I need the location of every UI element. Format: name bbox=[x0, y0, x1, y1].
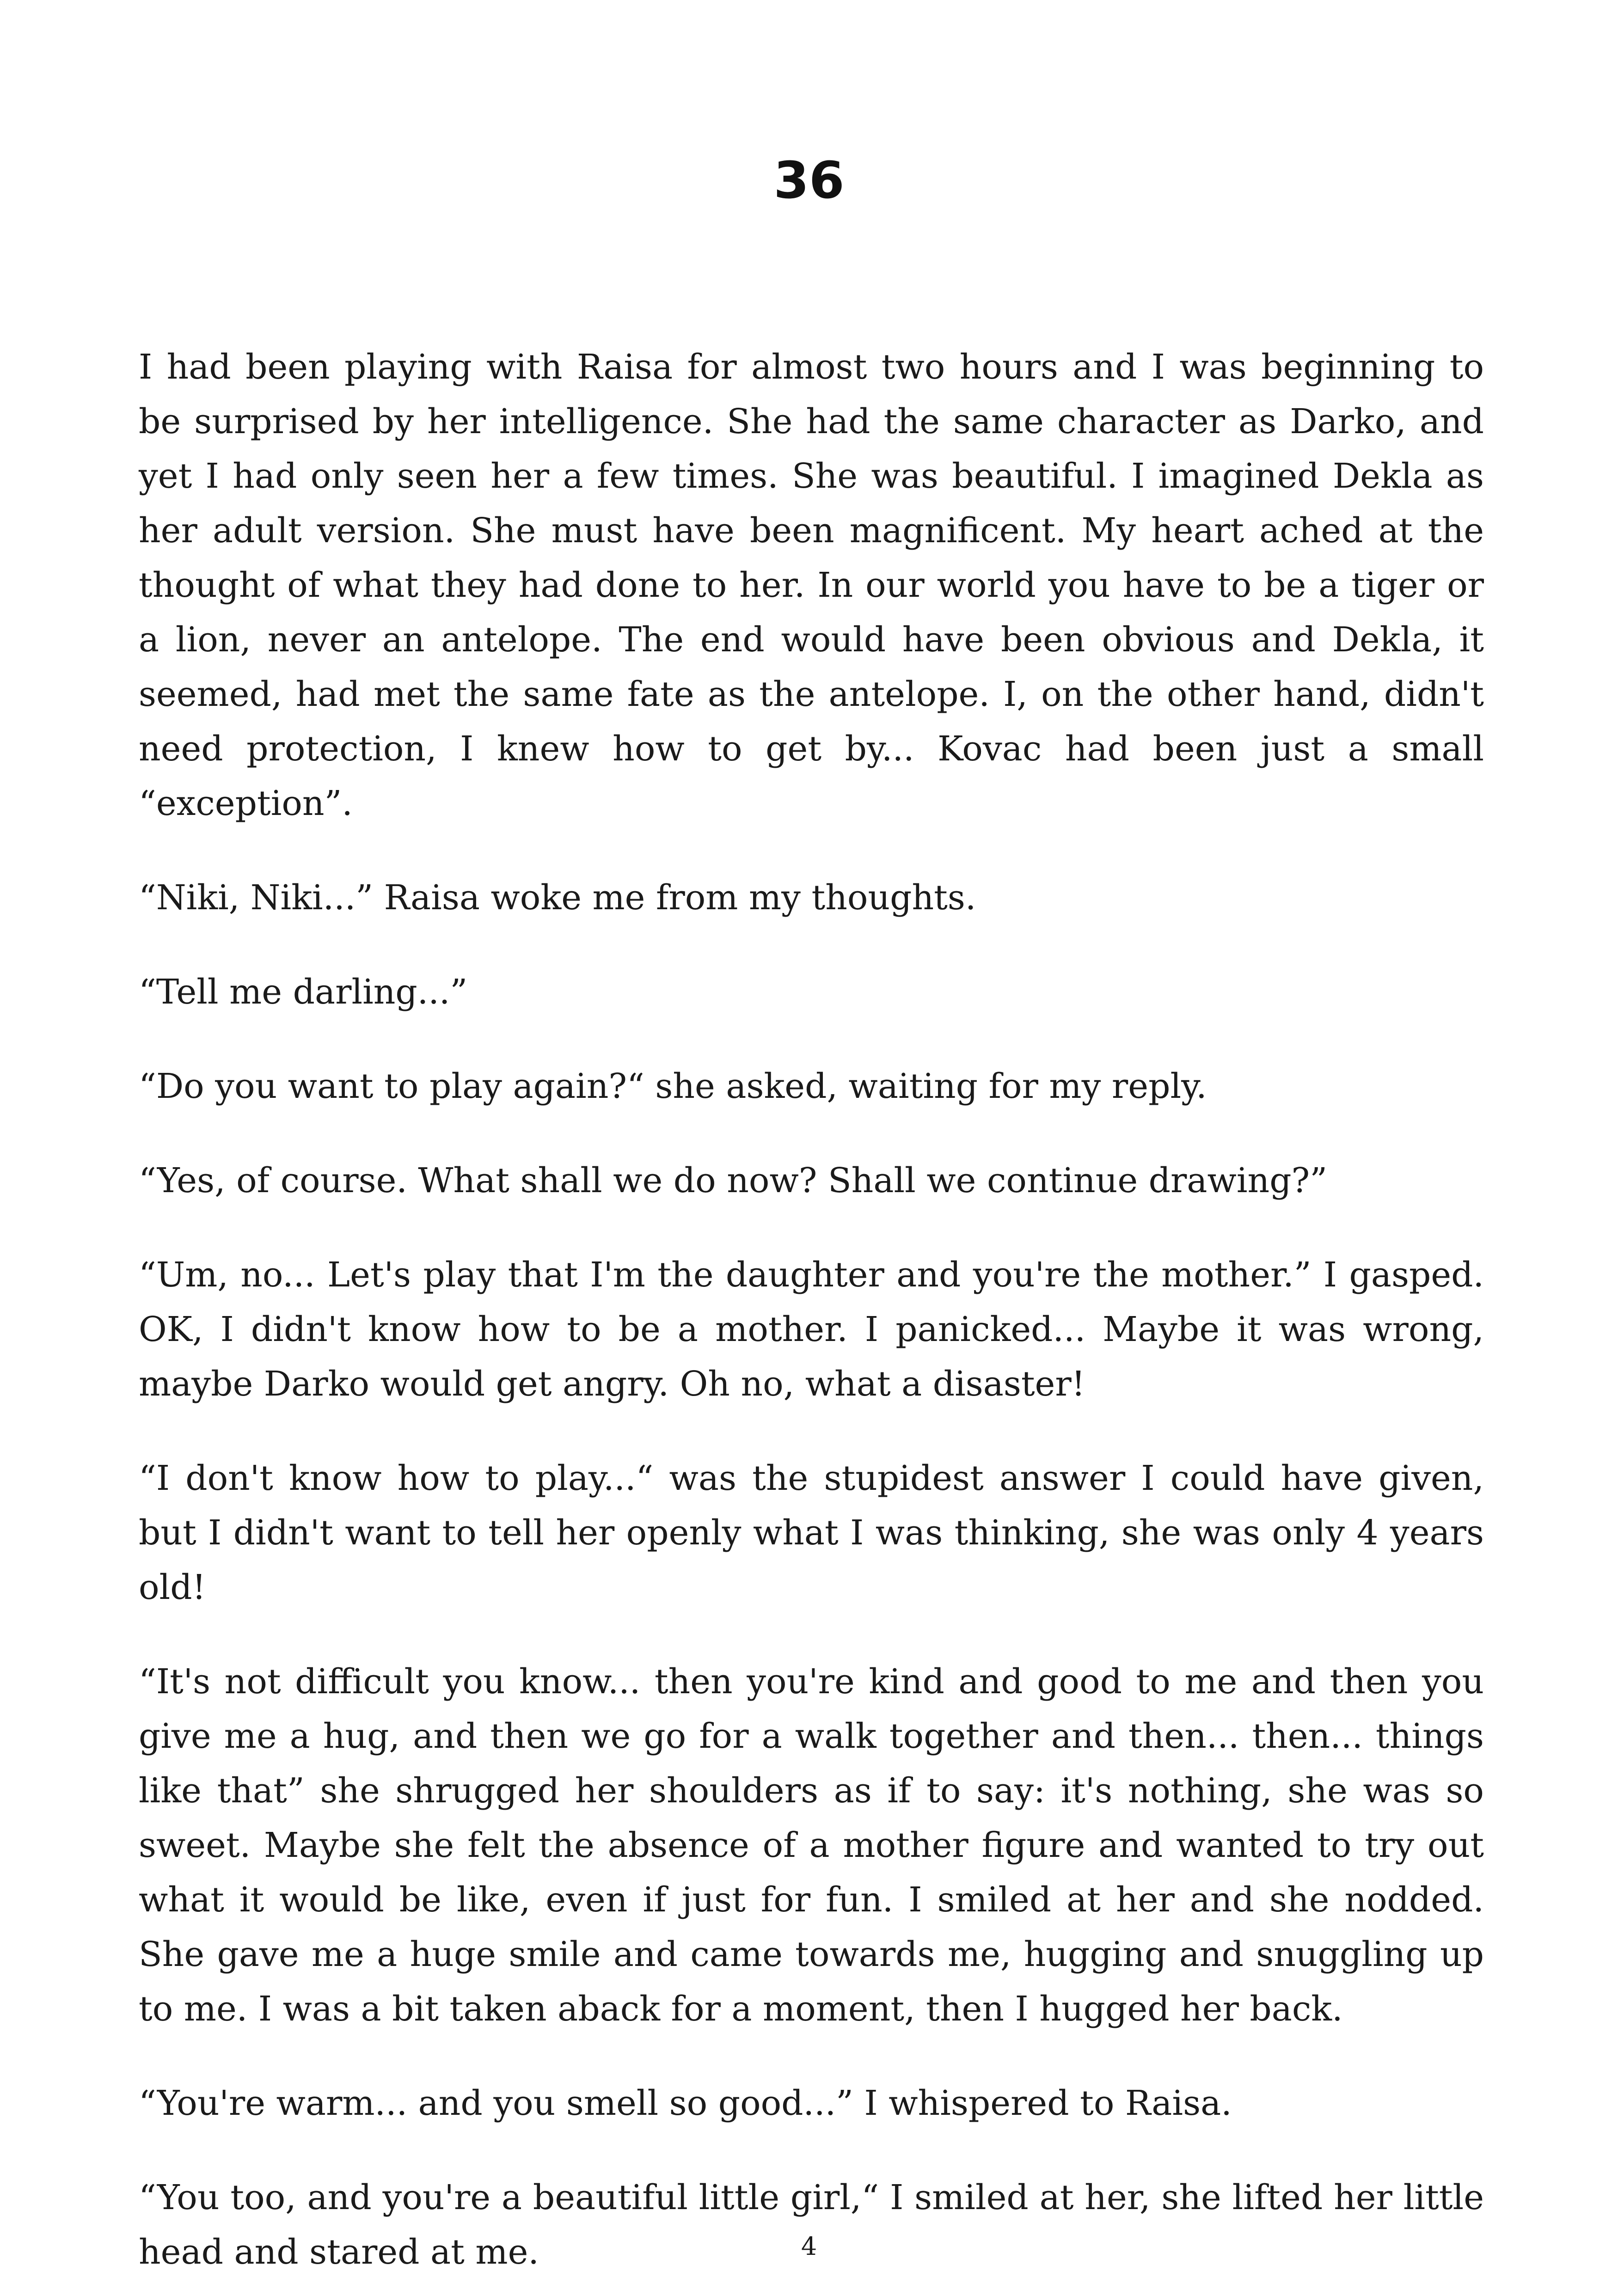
paragraph: I had been playing with Raisa for almost two hours and I was beginning to be surprised by her intelligence. She had the same character as Darko, and yet I had only seen her a few times. She was beautiful. I imagined Dekla as her adult version. She must have been magnificent. My heart ached at the thought of what they had done to her. In our world you have to be a tiger or a lion, never an antelope. The end would have been obvious and Dekla, it seemed, had met the same fate as the antelope. I, on the other hand, didn't need protection, I knew how to get by... Kovac had been just a small “exception”. bbox=[139, 347, 1484, 823]
paragraph: “Niki, Niki...” Raisa woke me from my thoughts. bbox=[139, 878, 976, 918]
paragraph: “You're warm... and you smell so good...” I whispered to Raisa. bbox=[139, 2083, 1232, 2123]
paragraph: “Tell me darling...” bbox=[139, 972, 468, 1012]
paragraph: “Um, no... Let's play that I'm the daughter and you're the mother.” I gasped. OK, I didn't know how to be a mother. I panicked... Maybe it was wrong, maybe Darko would get angry. Oh no, what a disaster! bbox=[139, 1255, 1484, 1404]
paragraph: “It's not difficult you know... then you're kind and good to me and then you give me a hug, and then we go for a walk together and then... then... things like that” she shrugged her shoulders as if to say: it's nothing, she was so sweet. Maybe she felt the absence of a mother figure and wanted to try out what it would be like, even if just for fun. I smiled at her and she nodded. She gave me a huge smile and came towards me, hugging and snuggling up to me. I was a bit taken aback for a moment, then I hugged her back. bbox=[139, 1662, 1484, 2029]
paragraph: “Do you want to play again?“ she asked, waiting for my reply. bbox=[139, 1066, 1207, 1106]
paragraph: “Yes, of course. What shall we do now? Shall we continue drawing?” bbox=[139, 1161, 1328, 1200]
paragraph: “You too, and you're a beautiful little girl,“ I smiled at her, she lifted her little head and stared at me. bbox=[139, 2178, 1484, 2272]
chapter-body bbox=[139, 340, 1484, 2279]
page-number: 4 bbox=[801, 2232, 817, 2261]
paragraph: “I don't know how to play...“ was the stupidest answer I could have given, but I didn't want to tell her openly what I was thinking, she was only 4 years old! bbox=[139, 1458, 1484, 1607]
chapter-number: 36 bbox=[773, 151, 845, 210]
